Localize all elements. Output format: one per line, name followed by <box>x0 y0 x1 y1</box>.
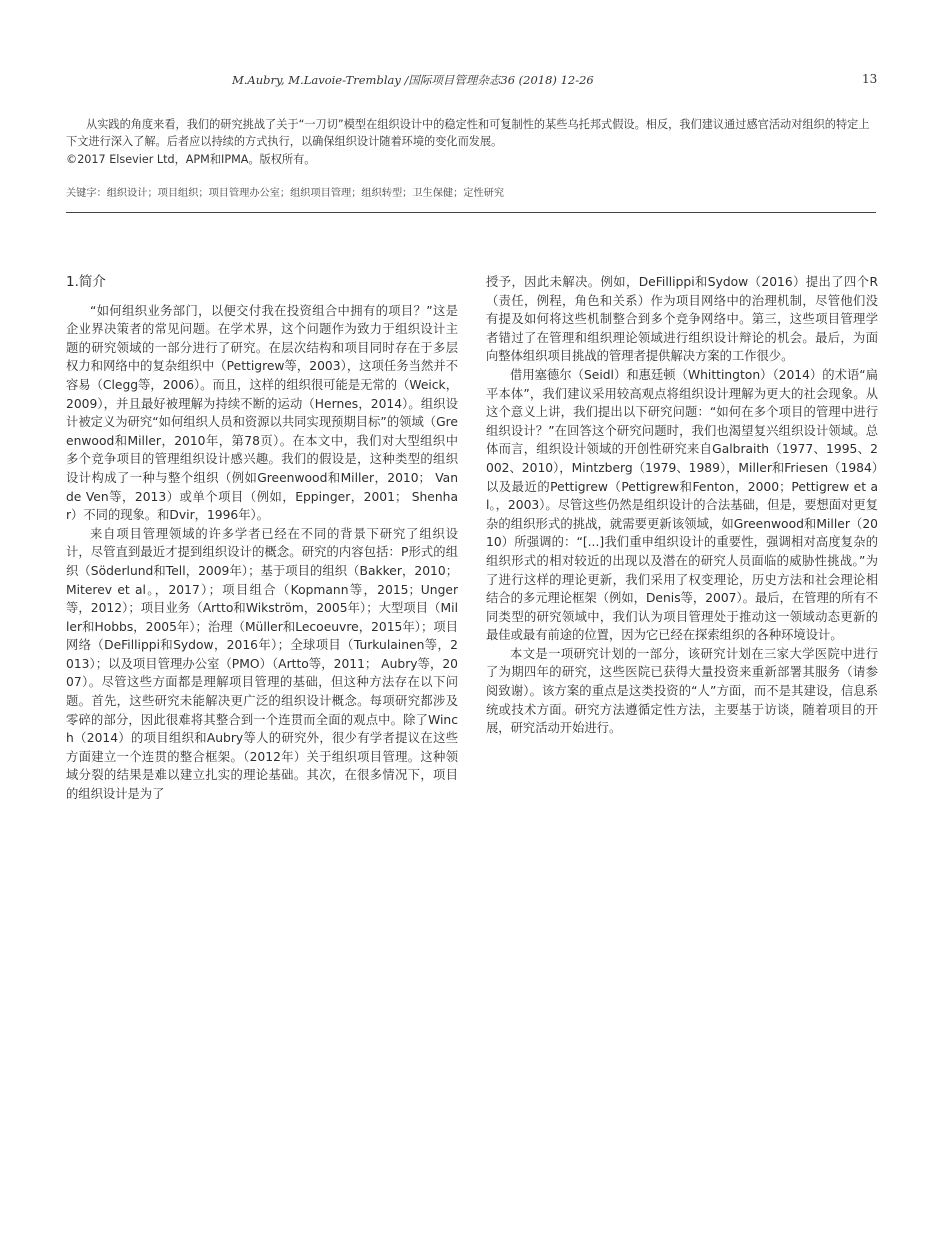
abstract <box>66 116 878 150</box>
copyright-notice: ©2017 Elsevier Ltd，APM和IPMA。版权所有。 <box>66 153 316 166</box>
paragraph: 借用塞德尔（Seidl）和惠廷顿（Whittington）（2014）的术语“扁平本体”，我们建议采用较高观点将组织设计理解为更大的社会现象。从这个意义上讲，我们提出以下研究问题：“如何在多个项目的管理中进行组织设计？”在回答这个研究问题时，我们也渴望复兴组织设计领域。总体而言，组织设计领域的开创性研究来自Galbraith（1977、1995、2002、2010），Mintzberg（1979、1989），Miller和Friesen（1984）以及最近的Pettigrew（Pettigrew和Fenton，2000；Pettigrew et al。，2003）。尽管这些仍然是组织设计的合法基础，但是，要想面对更复杂的组织形式的挑战，就需要更新该领域，如Greenwood和Miller（2010）所强调的：“[...]我们重申组织设计的重要性，强调相对高度复杂的组织形式的相对较近的出现以及潜在的研究人员面临的威胁性挑战。”为了进行这样的理论更新，我们采用了权变理论，历史方法和社会理论相结合的多元理论框架（例如，Denis等，2007）。最后，在管理的所有不同类型的研究领域中，我们认为项目管理处于推动这一领域动态更新的最佳或最有前途的位置，因为它已经在探索组织的各种环境设计。 <box>486 367 878 643</box>
section-title: 1.简介 <box>66 274 106 290</box>
header-divider <box>66 212 876 213</box>
paragraph: “如何组织业务部门，以便交付我在投资组合中拥有的项目？”这是企业界决策者的常见问题。在学术界，这个问题作为致力于组织设计主题的研究领域的一部分进行了研究。在层次结构和项目同时存在于多层权力和网络中的复杂组织中（Pettigrew等，2003），这项任务当然并不容易（Clegg等，2006）。而且，这样的组织很可能是无常的（Weick，2009），并且最好被理解为持续不断的运动（Hernes，2014）。组织设计被定义为研究“如何组织人员和资源以共同实现预期目标”的领域（Greenwood和Miller，2010年，第78页）。在本文中，我们对大型组织中多个竞争项目的管理组织设计感兴趣。我们的假设是，这种类型的组织设计构成了一种与整个组织（例如Greenwood和Miller，2010； Van de Ven等，2013）或单个项目（例如，Eppinger，2001； Shenhar）不同的现象。和Dvir，1996年）。 <box>66 303 458 523</box>
running-head: M.Aubry, M.Lavoie-Tremblay /国际项目管理杂志36 (2018) 12-26 <box>232 73 594 87</box>
page-number: 13 <box>862 72 878 86</box>
abstract-text: 从实践的角度来看，我们的研究挑战了关于“一刀切”模型在组织设计中的稳定性和可复制性的某些乌托邦式假设。相反，我们建议通过感官活动对组织的特定上下文进行深入了解。后者应以持续的方式执行，以确保组织设计随着环境的变化而发展。 <box>66 118 870 148</box>
paragraph: 本文是一项研究计划的一部分，该研究计划在三家大学医院中进行了为期四年的研究，这些医院已获得大量投资来重新部署其服务（请参阅致谢）。该方案的重点是这类投资的“人”方面，而不是其建设，信息系统或技术方面。研究方法遵循定性方法，主要基于访谈，随着项目的开展，研究活动开始进行。 <box>486 646 878 736</box>
right-column <box>486 273 878 738</box>
paragraph: 授予，因此未解决。例如，DeFillippi和Sydow（2016）提出了四个R（责任，例程，角色和关系）作为项目网络中的治理机制，尽管他们没有提及如何将这些机制整合到多个竞争网络中。第三，这些项目管理学者错过了在管理和组织理论领域进行组织设计辩论的机会。最后，为面向整体组织项目挑战的管理者提供解决方案的工作很少。 <box>486 275 878 364</box>
paragraph: 来自项目管理领域的许多学者已经在不同的背景下研究了组织设计，尽管直到最近才提到组织设计的概念。研究的内容包括：P形式的组织（Söderlund和Tell，2009年）；基于项目的组织（Bakker，2010；Miterev et al。，2017）；项目组合（Kopmann等，2015；Unger等，2012）；项目业务（Artto和Wikström，2005年）；大型项目（Miller和Hobbs，2005年）；治理（Müller和Lecoeuvre，2015年）；项目网络（DeFillippi和Sydow，2016年）；全球项目（Turkulainen等，2013）；以及项目管理办公室（PMO）（Artto等，2011； Aubry等，2007）。尽管这些方面都是理解项目管理的基础，但这种方法存在以下问题。首先，这些研究未能解决更广泛的组织设计概念。每项研究都涉及零碎的部分，因此很难将其整合到一个连贯而全面的观点中。除了Winch（2014）的项目组织和Aubry等人的研究外，很少有学者提议在这些方面建立一个连贯的整合框架。（2012年）关于组织项目管理。这种领域分裂的结果是难以建立扎实的理论基础。其次，在很多情况下，项目的组织设计是为了 <box>66 526 458 802</box>
keywords: 关键字：组织设计；项目组织；项目管理办公室；组织项目管理；组织转型；卫生保健；定性研究 <box>66 188 505 199</box>
left-column <box>66 273 458 804</box>
